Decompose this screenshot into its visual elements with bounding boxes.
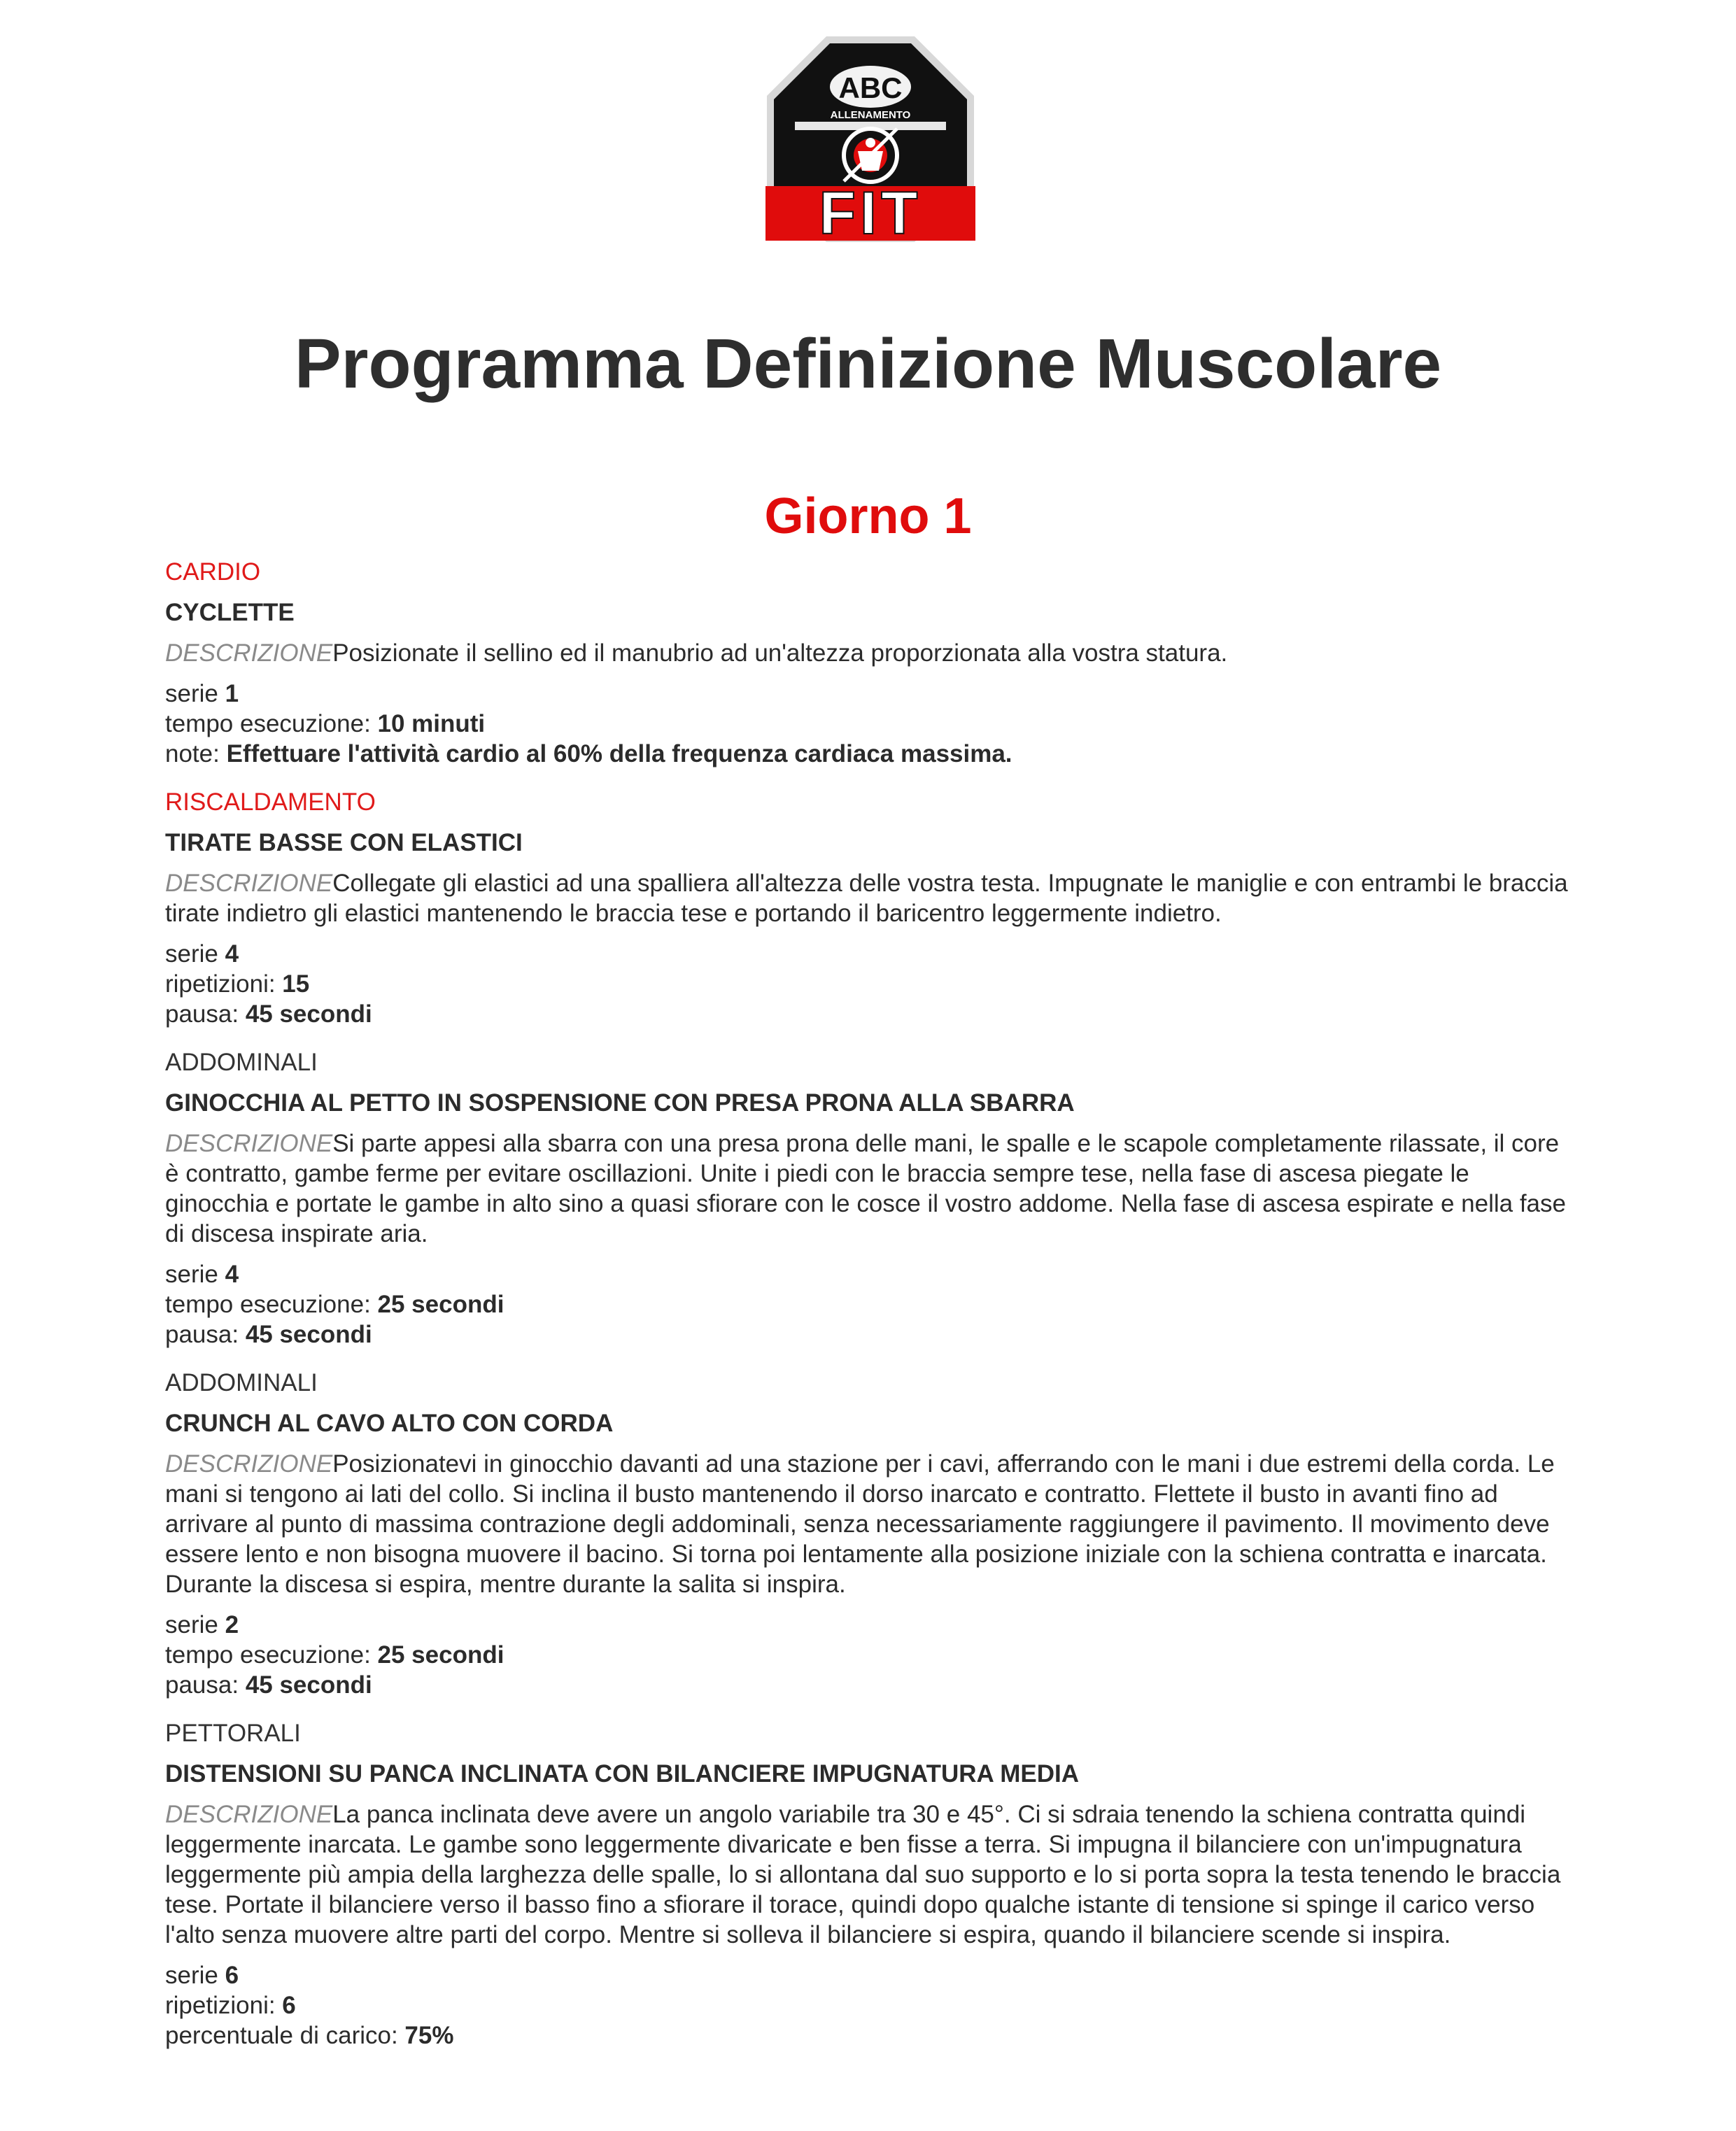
param-label: pausa: [165, 1671, 246, 1699]
param-label: tempo esecuzione: [165, 710, 378, 737]
param-label: tempo esecuzione: [165, 1641, 378, 1669]
page-title: Programma Definizione Muscolare [294, 325, 1442, 403]
param-label: tempo esecuzione: [165, 1291, 378, 1318]
exercise-params [165, 1610, 1572, 1700]
param-row [165, 1990, 1572, 2020]
param-label: serie [165, 1261, 225, 1288]
exercise-params [165, 939, 1572, 1029]
param-value: 45 secondi [245, 1321, 372, 1348]
param-label: pausa: [165, 1321, 246, 1348]
param-label: percentuale di carico: [165, 2022, 405, 2049]
exercise-category: RISCALDAMENTO [165, 788, 376, 816]
param-row [165, 739, 1572, 769]
param-value: 10 minuti [377, 710, 486, 737]
exercise-description [165, 1128, 1572, 1249]
exercise-name: TIRATE BASSE CON ELASTICI [165, 829, 523, 856]
exercise-description [165, 1449, 1572, 1599]
exercise-name: GINOCCHIA AL PETTO IN SOSPENSIONE CON PRESA PRONA ALLA SBARRA [165, 1089, 1075, 1117]
param-row [165, 1289, 1572, 1319]
param-label: pausa: [165, 1000, 246, 1028]
exercise-category: ADDOMINALI [165, 1049, 318, 1076]
param-value: 25 secondi [377, 1641, 504, 1669]
exercise-name: CRUNCH AL CAVO ALTO CON CORDA [165, 1410, 614, 1437]
param-row [165, 999, 1572, 1029]
param-row [165, 1640, 1572, 1670]
param-label: serie [165, 940, 225, 968]
exercise-section [165, 1047, 1572, 1350]
svg-text:ABC: ABC [838, 71, 903, 104]
exercise-name: DISTENSIONI SU PANCA INCLINATA CON BILANCIERE IMPUGNATURA MEDIA [165, 1760, 1080, 1787]
exercise-params [165, 679, 1572, 769]
description-label: DESCRIZIONE [165, 1450, 333, 1478]
param-row [165, 1259, 1572, 1289]
exercise-category: PETTORALI [165, 1720, 301, 1747]
abc-allenamento-fit-logo [760, 31, 981, 248]
param-row [165, 1319, 1572, 1350]
exercise-section [165, 787, 1572, 1029]
param-row [165, 1670, 1572, 1700]
param-value: 15 [282, 970, 310, 998]
param-row [165, 969, 1572, 999]
param-label: serie [165, 1962, 225, 1989]
param-row [165, 1960, 1572, 1990]
description-label: DESCRIZIONE [165, 1130, 333, 1157]
svg-text:ALLENAMENTO: ALLENAMENTO [830, 109, 911, 121]
param-row [165, 679, 1572, 709]
param-row [165, 939, 1572, 969]
exercise-description [165, 638, 1572, 668]
param-value: Effettuare l'attività cardio al 60% della frequenza cardiaca massima. [226, 740, 1012, 767]
param-row [165, 1610, 1572, 1640]
exercise-description [165, 1799, 1572, 1950]
param-row [165, 2020, 1572, 2051]
exercise-params [165, 1259, 1572, 1350]
exercise-category: ADDOMINALI [165, 1369, 318, 1396]
description-label: DESCRIZIONE [165, 870, 333, 897]
param-value: 1 [225, 680, 239, 707]
param-label: note: [165, 740, 227, 767]
param-value: 6 [282, 1992, 296, 2019]
param-label: ripetizioni: [165, 970, 283, 998]
param-value: 75% [404, 2022, 454, 2049]
param-value: 25 secondi [377, 1291, 504, 1318]
exercise-description [165, 868, 1572, 928]
exercise-list [165, 539, 1572, 2051]
description-label: DESCRIZIONE [165, 1801, 333, 1828]
exercise-section [165, 1718, 1572, 2051]
description-text: Posizionate il sellino ed il manubrio ad un'altezza proporzionata alla vostra statura. [332, 639, 1228, 667]
description-text: La panca inclinata deve avere un angolo variabile tra 30 e 45°. Ci si sdraia tenendo la schiena contratta quindi leggermente inarcata. Le gambe sono leggermente divaricate e ben fisse a terra. Si impugna il bilanciere con un'impugnatura leggermente più ampia della larghezza delle spalle, lo si allontana dal suo supporto e lo si porta sopra la testa tenendo le braccia tese. Portate il bilanciere verso il basso fino a sfiorare il torace, quindi dopo qualche istante di tensione si spinge il carico verso l'alto senza muovere altre parti del corpo. Mentre si solleva il bilanciere si espira, quando il bilanciere scende si inspira. [165, 1801, 1561, 1948]
param-value: 45 secondi [245, 1671, 372, 1699]
param-value: 4 [225, 1261, 239, 1288]
svg-text:FIT: FIT [819, 180, 922, 247]
exercise-params [165, 1960, 1572, 2051]
param-label: serie [165, 1611, 225, 1638]
param-label: serie [165, 680, 225, 707]
param-row [165, 709, 1572, 739]
exercise-name: CYCLETTE [165, 599, 295, 626]
description-label: DESCRIZIONE [165, 639, 333, 667]
exercise-section [165, 557, 1572, 769]
description-text: Collegate gli elastici ad una spalliera all'altezza delle vostra testa. Impugnate le maniglie e con entrambi le braccia tirate indietro gli elastici mantenendo le braccia tese e portando il baricentro leggermente indietro. [165, 870, 1568, 927]
day-title: Giorno 1 [764, 488, 972, 544]
param-value: 4 [225, 940, 239, 968]
description-text: Posizionatevi in ginocchio davanti ad una stazione per i cavi, afferrando con le mani i due estremi della corda. Le mani si tengono ai lati del collo. Si inclina il busto mantenendo il dorso inarcato e contratto. Flettete il busto in avanti fino ad arrivare al punto di massima contrazione degli addominali, senza necessariamente raggiungere il pavimento. Il movimento deve essere lento e non bisogna muovere il bacino. Si torna poi lentamente alla posizione iniziale con la schiena contratta e inarcata. Durante la discesa si espira, mentre durante la salita si inspira. [165, 1450, 1555, 1598]
description-text: Si parte appesi alla sbarra con una presa prona delle mani, le spalle e le scapole completamente rilassate, il core è contratto, gambe ferme per evitare oscillazioni. Unite i piedi con le braccia sempre tese, nella fase di ascesa piegate le ginocchia e portate le gambe in alto sino a quasi sfiorare con le cosce il vostro addome. Nella fase di ascesa espirate e nella fase di discesa inspirate aria. [165, 1130, 1566, 1247]
param-value: 45 secondi [245, 1000, 372, 1028]
param-value: 2 [225, 1611, 239, 1638]
param-label: ripetizioni: [165, 1992, 283, 2019]
exercise-section [165, 1368, 1572, 1700]
exercise-category: CARDIO [165, 558, 261, 586]
param-value: 6 [225, 1962, 239, 1989]
